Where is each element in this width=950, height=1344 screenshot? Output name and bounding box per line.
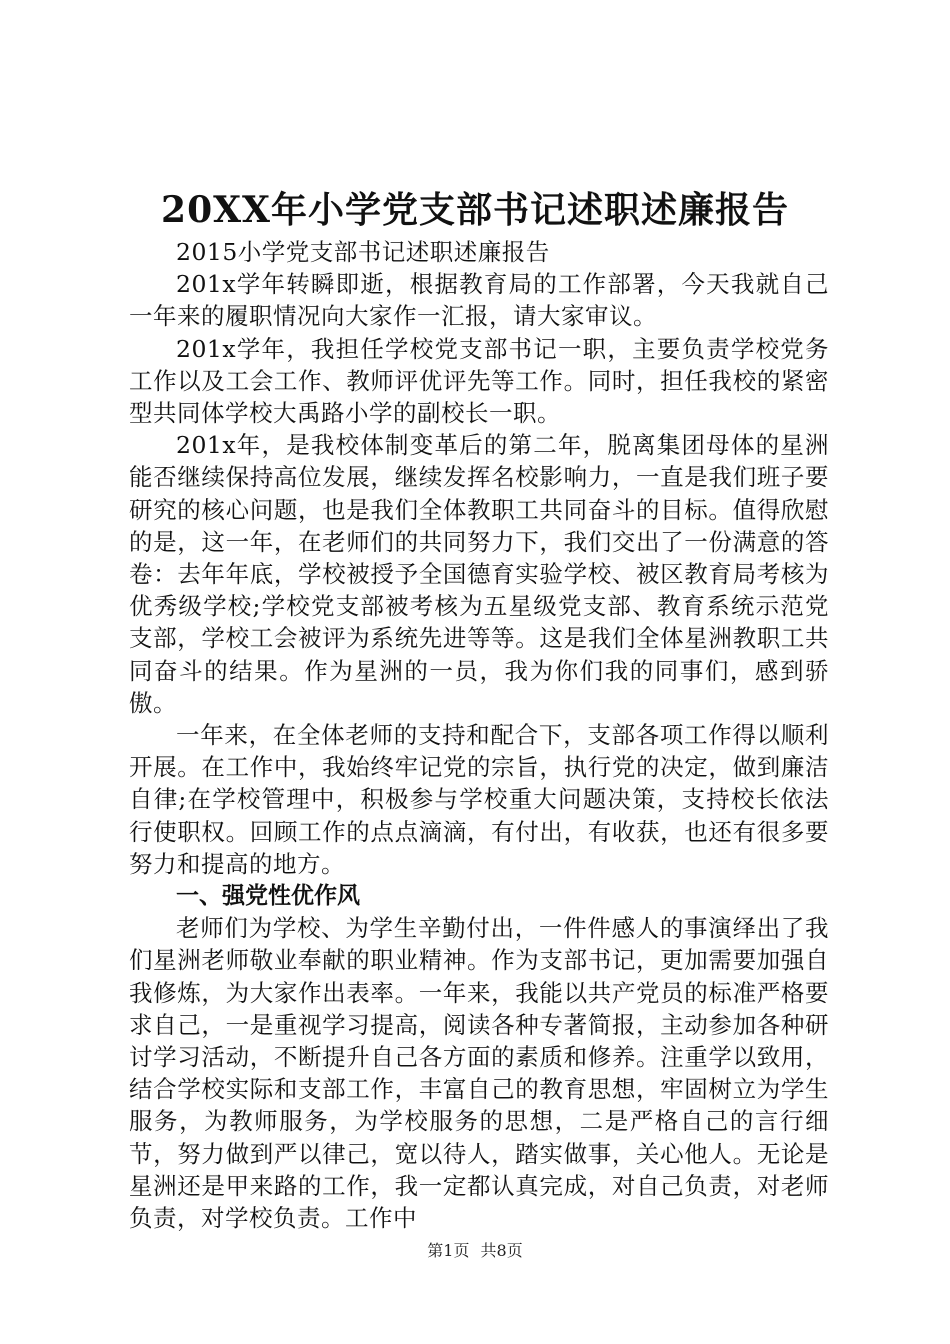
- page-total: 共8页: [480, 1241, 523, 1260]
- page-number: 第1页: [427, 1241, 470, 1260]
- paragraph-subtitle: 2015小学党支部书记述职述廉报告: [176, 238, 550, 266]
- section-heading: 一、强党性优作风: [176, 883, 360, 910]
- paragraph-role: 201x学年，我担任学校党支部书记一职，主要负责学校党务工作以及工会工作、教师评优评先等工作。同时，担任我校的紧密型共同体学校大禹路小学的副校长一职。: [129, 334, 829, 428]
- document-title: 20XX年小学党支部书记述职述廉报告: [161, 189, 789, 231]
- paragraph-summary: 一年来，在全体老师的支持和配合下，支部各项工作得以顺利开展。在工作中，我始终牢记党的宗旨，执行党的决定，做到廉洁自律;在学校管理中，积极参与学校重大问题决策，支持校长依法行使职权。回顾工作的点点滴滴，有付出，有收获，也还有很多要努力和提高的地方。: [129, 721, 829, 878]
- document-body: [129, 236, 829, 1234]
- paragraph-intro: 201x学年转瞬即逝，根据教育局的工作部署，今天我就自己一年来的履职情况向大家作一汇报，请大家审议。: [129, 270, 829, 331]
- paragraph-section-body: 老师们为学校、为学生辛勤付出，一件件感人的事演绎出了我们星洲老师敬业奉献的职业精神。作为支部书记，更加需要加强自我修炼，为大家作出表率。一年来，我能以共产党员的标准严格要求自己，一是重视学习提高，阅读各种专著简报，主动参加各种研讨学习活动，不断提升自己各方面的素质和修养。注重学以致用，结合学校实际和支部工作，丰富自己的教育思想，牢固树立为学生服务，为教师服务，为学校服务的思想，二是严格自己的言行细节，努力做到严以律己，宽以待人，踏实做事，关心他人。无论是星洲还是甲来路的工作，我一定都认真完成，对自己负责，对老师负责，对学校负责。工作中: [129, 914, 829, 1233]
- page-footer: [0, 1240, 950, 1262]
- paragraph-achievements: 201x年，是我校体制变革后的第二年，脱离集团母体的星洲能否继续保持高位发展，继续发挥名校影响力，一直是我们班子要研究的核心问题，也是我们全体教职工共同奋斗的目标。值得欣慰的是，这一年，在老师们的共同努力下，我们交出了一份满意的答卷：去年年底，学校被授予全国德育实验学校、被区教育局考核为优秀级学校;学校党支部被考核为五星级党支部、教育系统示范党支部，学校工会被评为系统先进等等。这是我们全体星洲教职工共同奋斗的结果。作为星洲的一员，我为你们我的同事们，感到骄傲。: [129, 431, 829, 717]
